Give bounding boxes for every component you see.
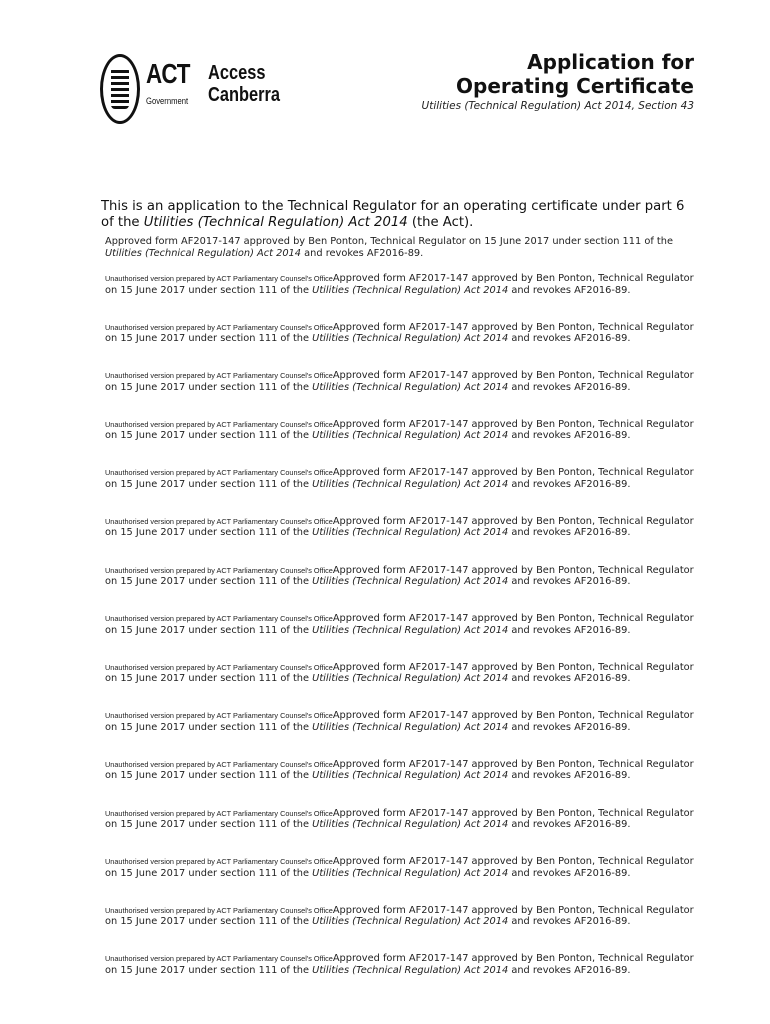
unauthorised-version-label: Unauthorised version prepared by ACT Parliamentary Counsel's Office	[105, 419, 333, 429]
logo-government-text: Government	[146, 96, 189, 106]
footer-text-a: Approved form AF2017-147 approved by Ben Ponton, Technical Regulator on 15 June 2017 under section 111 of the	[105, 418, 694, 442]
act-government-logo	[100, 52, 281, 126]
footer-act-name: Utilities (Technical Regulation) Act 2014	[312, 284, 509, 296]
unauthorised-version-label: Unauthorised version prepared by ACT Parliamentary Counsel's Office	[105, 905, 333, 915]
unauthorised-version-label: Unauthorised version prepared by ACT Parliamentary Counsel's Office	[105, 468, 333, 478]
footer-act-name: Utilities (Technical Regulation) Act 2014	[312, 576, 509, 588]
unauthorised-version-label: Unauthorised version prepared by ACT Parliamentary Counsel's Office	[105, 565, 333, 575]
footer-text-a: Approved form AF2017-147 approved by Ben Ponton, Technical Regulator on 15 June 2017 under section 111 of the	[105, 904, 694, 928]
unauthorised-version-label: Unauthorised version prepared by ACT Parliamentary Counsel's Office	[105, 322, 333, 332]
act-coat-of-arms-icon	[100, 54, 140, 124]
logo-act-text: ACT	[146, 58, 190, 89]
footer-text-b: and revokes AF2016-89.	[508, 284, 631, 296]
unauthorised-version-label: Unauthorised version prepared by ACT Parliamentary Counsel's Office	[105, 954, 333, 964]
footer-note	[105, 905, 705, 954]
footer-note	[105, 565, 705, 614]
footer-text-a: Approved form AF2017-147 approved by Ben Ponton, Technical Regulator on 15 June 2017 under section 111 of the	[105, 710, 694, 733]
footer-act-name: Utilities (Technical Regulation) Act 2014	[312, 916, 509, 928]
footer-note	[105, 710, 705, 759]
footer-note	[105, 467, 705, 516]
footer-note	[105, 273, 705, 322]
footer-text-b: and revokes AF2016-89.	[508, 527, 631, 539]
footer-text-b: and revokes AF2016-89.	[508, 381, 631, 393]
footer-note	[105, 516, 705, 565]
footer-act-name: Utilities (Technical Regulation) Act 2014	[312, 770, 509, 782]
footer-act-name: Utilities (Technical Regulation) Act 2014	[312, 673, 509, 685]
footer-act-name: Utilities (Technical Regulation) Act 2014	[312, 867, 509, 879]
unauthorised-version-label: Unauthorised version prepared by ACT Parliamentary Counsel's Office	[105, 516, 333, 526]
footer-text-b: and revokes AF2016-89.	[508, 430, 631, 442]
intro-text-b: (the Act).	[407, 215, 474, 230]
footer-text-a: Approved form AF2017-147 approved by Ben Ponton, Technical Regulator on 15 June 2017 under section 111 of the	[105, 661, 694, 685]
intro-paragraph	[101, 199, 701, 231]
unauthorised-version-label: Unauthorised version prepared by ACT Parliamentary Counsel's Office	[105, 371, 333, 381]
footer-text-b: and revokes AF2016-89.	[508, 916, 631, 928]
footer-text-b: and revokes AF2016-89.	[508, 624, 631, 636]
unauthorised-version-label: Unauthorised version prepared by ACT Parliamentary Counsel's Office	[105, 759, 333, 769]
approved-act-name: Utilities (Technical Regulation) Act 2014	[105, 248, 302, 259]
logo-canberra-text: Canberra	[208, 84, 281, 106]
footer-text-a: Approved form AF2017-147 approved by Ben Ponton, Technical Regulator on 15 June 2017 under section 111 of the	[105, 613, 694, 636]
footer-note	[105, 662, 705, 711]
document-title-line-1: Application for	[527, 50, 694, 74]
unauthorised-version-label: Unauthorised version prepared by ACT Parliamentary Counsel's Office	[105, 808, 333, 818]
footer-text-a: Approved form AF2017-147 approved by Ben Ponton, Technical Regulator on 15 June 2017 under section 111 of the	[105, 856, 694, 879]
intro-act-name: Utilities (Technical Regulation) Act 2014	[143, 215, 408, 230]
footer-note	[105, 613, 705, 662]
footer-text-a: Approved form AF2017-147 approved by Ben Ponton, Technical Regulator on 15 June 2017 under section 111 of the	[105, 370, 694, 393]
footer-note	[105, 856, 705, 905]
footer-act-name: Utilities (Technical Regulation) Act 2014	[312, 381, 509, 393]
title-block	[422, 50, 694, 112]
footer-text-b: and revokes AF2016-89.	[508, 770, 631, 782]
footer-note	[105, 322, 705, 371]
footer-text-a: Approved form AF2017-147 approved by Ben Ponton, Technical Regulator on 15 June 2017 under section 111 of the	[105, 467, 694, 490]
footer-text-b: and revokes AF2016-89.	[508, 721, 631, 733]
footer-act-name: Utilities (Technical Regulation) Act 2014	[312, 819, 509, 831]
unauthorised-version-label: Unauthorised version prepared by ACT Parliamentary Counsel's Office	[105, 857, 333, 867]
approved-text-a: Approved form AF2017-147 approved by Ben Ponton, Technical Regulator on 15 June 2017 under section 111 of the	[105, 236, 673, 247]
repeated-footer-notes	[105, 273, 705, 977]
footer-note	[105, 759, 705, 808]
footer-text-b: and revokes AF2016-89.	[508, 964, 631, 976]
footer-note	[105, 953, 705, 1002]
footer-text-b: and revokes AF2016-89.	[508, 478, 631, 490]
unauthorised-version-label: Unauthorised version prepared by ACT Parliamentary Counsel's Office	[105, 711, 333, 721]
footer-act-name: Utilities (Technical Regulation) Act 2014	[312, 478, 509, 490]
footer-act-name: Utilities (Technical Regulation) Act 2014	[312, 333, 509, 345]
footer-text-a: Approved form AF2017-147 approved by Ben Ponton, Technical Regulator on 15 June 2017 under section 111 of the	[105, 807, 694, 831]
approved-text-b: and revokes AF2016-89.	[301, 248, 424, 259]
footer-text-a: Approved form AF2017-147 approved by Ben Ponton, Technical Regulator on 15 June 2017 under section 111 of the	[105, 515, 694, 539]
footer-act-name: Utilities (Technical Regulation) Act 2014	[312, 721, 509, 733]
document-title-line-2: Operating Certificate	[456, 74, 694, 98]
footer-text-a: Approved form AF2017-147 approved by Ben Ponton, Technical Regulator on 15 June 2017 under section 111 of the	[105, 321, 694, 345]
footer-text-b: and revokes AF2016-89.	[508, 673, 631, 685]
footer-act-name: Utilities (Technical Regulation) Act 2014	[312, 527, 509, 539]
footer-text-a: Approved form AF2017-147 approved by Ben Ponton, Technical Regulator on 15 June 2017 under section 111 of the	[105, 564, 694, 588]
footer-text-b: and revokes AF2016-89.	[508, 819, 631, 831]
footer-act-name: Utilities (Technical Regulation) Act 2014	[312, 964, 509, 976]
approved-form-note	[105, 236, 705, 260]
footer-text-a: Approved form AF2017-147 approved by Ben Ponton, Technical Regulator on 15 June 2017 under section 111 of the	[105, 953, 694, 976]
footer-text-b: and revokes AF2016-89.	[508, 867, 631, 879]
footer-note	[105, 419, 705, 468]
document-subtitle: Utilities (Technical Regulation) Act 2014, Section 43	[421, 100, 694, 112]
footer-text-b: and revokes AF2016-89.	[508, 333, 631, 345]
intro-text-a: This is an application to the Technical Regulator for an operating certificate under part 6 of the	[101, 199, 685, 230]
footer-text-b: and revokes AF2016-89.	[508, 576, 631, 588]
footer-act-name: Utilities (Technical Regulation) Act 2014	[312, 430, 509, 442]
footer-act-name: Utilities (Technical Regulation) Act 2014	[312, 624, 509, 636]
footer-note	[105, 370, 705, 419]
document-header	[0, 0, 770, 140]
footer-text-a: Approved form AF2017-147 approved by Ben Ponton, Technical Regulator on 15 June 2017 under section 111 of the	[105, 758, 694, 782]
unauthorised-version-label: Unauthorised version prepared by ACT Parliamentary Counsel's Office	[105, 614, 333, 624]
unauthorised-version-label: Unauthorised version prepared by ACT Parliamentary Counsel's Office	[105, 662, 333, 672]
access-canberra-logo	[208, 62, 281, 106]
footer-text-a: Approved form AF2017-147 approved by Ben Ponton, Technical Regulator on 15 June 2017 under section 111 of the	[105, 273, 694, 296]
unauthorised-version-label: Unauthorised version prepared by ACT Parliamentary Counsel's Office	[105, 274, 333, 283]
logo-access-text: Access	[208, 62, 266, 84]
footer-note	[105, 808, 705, 857]
